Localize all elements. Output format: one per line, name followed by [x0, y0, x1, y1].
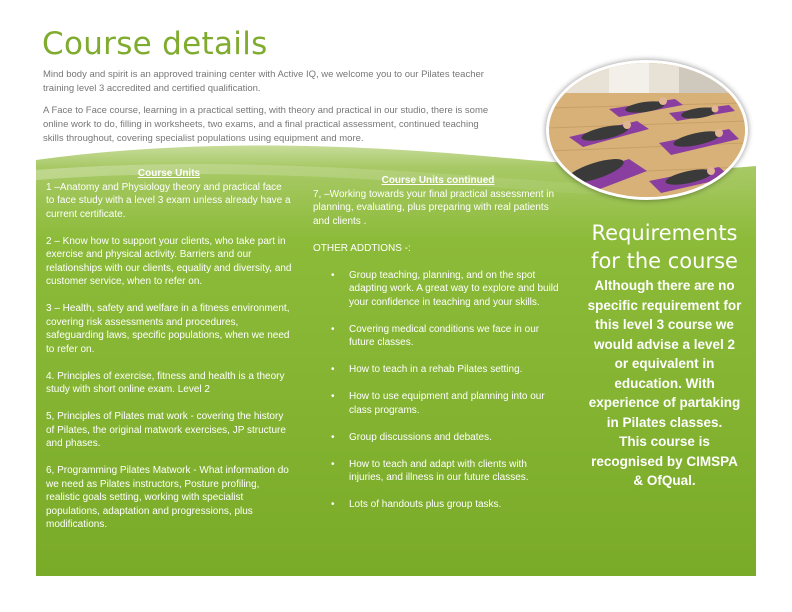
requirements-subheading: for the course — [591, 249, 738, 273]
pilates-class-photo — [546, 60, 748, 200]
requirements-heading: Requirements — [591, 221, 738, 245]
list-item: • Covering medical conditions we face in our future classes. — [313, 323, 563, 350]
course-unit-4 — [46, 370, 292, 397]
list-item: • How to use equipment and planning into our class programs. — [313, 390, 563, 417]
course-unit-1 — [46, 181, 292, 222]
list-item: • How to teach in a rehab Pilates setting. — [313, 363, 563, 377]
intro-paragraph: Mind body and spirit is an approved training center with Active IQ, we welcome you to our Pilates teacher training level 3 accredited and certified qualification. — [43, 69, 484, 94]
recognition-text: This course is recognised by CIMSPA & OfQual. — [591, 434, 738, 488]
course-unit-6 — [46, 464, 292, 532]
list-item: • How to teach and adapt with clients with injuries, and illness in our future classes. — [313, 458, 563, 485]
course-unit-text: 7, –Working towards your final practical assessment in planning, evaluating, plus preparing with real patients and clients . — [313, 188, 555, 227]
course-units-heading: Course Units — [137, 168, 201, 179]
intro-paragraph: A Face to Face course, learning in a practical setting, with theory and practical in our studio, there is some online work to do, filling in worksheets, two exams, and a final practical assessment, continued teaching skills throughout, covering specialist populations using equipment and more. — [43, 105, 489, 144]
course-unit-text: 2 – Know how to support your clients, who take part in exercise and physical activity. Barriers and our relationships with our clients, equality and diversity, and customer service, when to refer on. — [46, 235, 292, 287]
course-units-column — [46, 167, 292, 532]
course-unit-text: 1 –Anatomy and Physiology theory and practical face to face study with a level 3 exam unless already have a current certificate. — [46, 181, 291, 220]
page-title: Course details — [42, 26, 268, 62]
course-unit-3 — [46, 302, 292, 356]
course-unit-5 — [46, 410, 292, 451]
course-unit-text: 3 – Health, safety and welfare in a fitness environment, covering risk assessments and procedures, safeguarding laws, specific populations, when we need to refer on. — [46, 303, 290, 355]
course-unit-2 — [46, 235, 292, 289]
list-item: • Group teaching, planning, and on the spot adapting work. A great way to explore and build your confidence in teaching and your skills. — [313, 269, 563, 310]
course-unit-text: 5, Principles of Pilates mat work - covering the history of Pilates, the original matwork exercises, JP structure and phases. — [46, 411, 286, 449]
course-units-continued-column — [313, 174, 563, 512]
other-additions-heading: OTHER ADDTIONS -: — [313, 242, 411, 254]
requirements-body: Although there are no specific requirement for this level 3 course we would advise a level 2 or equivalent in education. With experience of partaking in Pilates classes. — [587, 278, 742, 430]
course-unit-7 — [313, 188, 563, 229]
other-additions-list — [313, 269, 563, 512]
course-unit-text: 6, Programming Pilates Matwork - What information do we need as Pilates instructors, Posture profiling, realistic goals setting, working with specialist populations, adaptation and progressions, plus modifications. — [46, 465, 289, 530]
list-item: • Lots of handouts plus group tasks. — [313, 498, 563, 512]
course-units-continued-heading: Course Units continued — [381, 175, 495, 186]
list-item: • Group discussions and debates. — [313, 431, 563, 445]
course-unit-text: 4. Principles of exercise, fitness and health is a theory study with short online exam. Level 2 — [46, 370, 285, 395]
requirements-panel — [587, 219, 742, 491]
